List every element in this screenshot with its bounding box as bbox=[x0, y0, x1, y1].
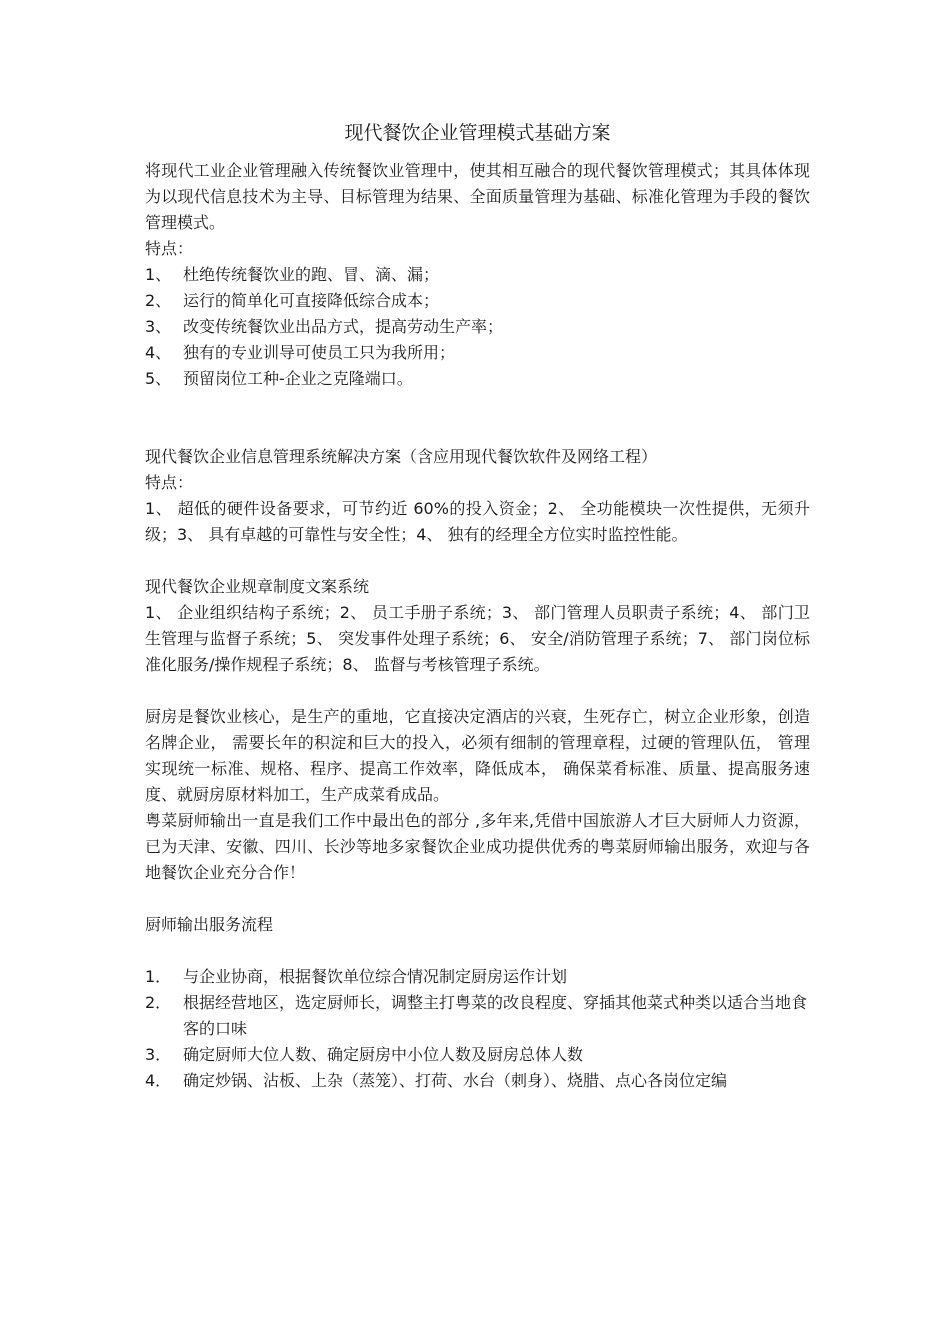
list-item: 2． 根据经营地区，选定厨师长，调整主打粤菜的改良程度、穿插其他菜式种类以适合当地食客的口味 bbox=[145, 993, 808, 1038]
section2-heading: 现代餐饮企业信息管理系统解决方案（含应用现代餐饮软件及网络工程） bbox=[145, 447, 658, 466]
section1-features-label: 特点： bbox=[145, 239, 194, 258]
spacer bbox=[145, 938, 810, 964]
list-item: 1． 与企业协商，根据餐饮单位综合情况制定厨房运作计划 bbox=[145, 967, 568, 986]
spacer bbox=[145, 548, 810, 574]
section1-intro: 将现代工业企业管理融入传统餐饮业管理中，使其相互融合的现代餐饮管理模式；其具体体现为以现代信息技术为主导、目标管理为结果、全面质量管理为基础、标准化管理为手段的餐饮管理模式。 bbox=[145, 161, 810, 232]
list-item: 1、 杜绝传统餐饮业的跑、冒、滴、漏； bbox=[145, 265, 440, 284]
section3-body: 1、 企业组织结构子系统；2、 员工手册子系统；3、 部门管理人员职责子系统；4、 部门卫生管理与监督子系统；5、 突发事件处理子系统；6、 安全/消防管理子系统；7、 部门岗位标准化服务/操作规程子系统；8、 监督与考核管理子系统。 bbox=[145, 603, 810, 674]
section4-para2: 粤菜厨师输出一直是我们工作中最出色的部分 ,多年来,凭借中国旅游人才巨大厨师人力资源，已为天津、安徽、四川、长沙等地多家餐饮企业成功提供优秀的粤菜厨师输出服务，欢迎与各地餐饮企业充分合作！ bbox=[145, 811, 810, 882]
section1-features-list bbox=[145, 262, 810, 392]
spacer bbox=[145, 886, 810, 912]
list-item: 3． 确定厨师大位人数、确定厨房中小位人数及厨房总体人数 bbox=[145, 1045, 584, 1064]
document-page bbox=[145, 118, 810, 1094]
document-title: 现代餐饮企业管理模式基础方案 bbox=[344, 122, 611, 144]
section5-heading: 厨师输出服务流程 bbox=[145, 915, 274, 934]
list-item: 4、 独有的专业训导可使员工只为我所用； bbox=[145, 343, 456, 362]
list-item: 3、 改变传统餐饮业出品方式，提高劳动生产率； bbox=[145, 317, 504, 336]
list-item: 2、 运行的简单化可直接降低综合成本； bbox=[145, 291, 440, 310]
section4-para1: 厨房是餐饮业核心，是生产的重地，它直接决定酒店的兴衰，生死存亡，树立企业形象，创造名牌企业， 需要长年的积淀和巨大的投入，必须有细制的管理章程，过硬的管理队伍， 管理实现统一标准、规格、程序、提高工作效率，降低成本， 确保菜肴标准、质量、提高服务速度、就厨房原材料加工，生产成菜肴成品。 bbox=[145, 707, 810, 804]
section3-heading: 现代餐饮企业规章制度文案系统 bbox=[145, 577, 370, 596]
section5-steps-list bbox=[145, 964, 810, 1094]
spacer bbox=[145, 392, 810, 444]
list-item: 4． 确定炒锅、沾板、上杂（蒸笼）、打荷、水台（刺身）、烧腊、点心各岗位定编 bbox=[145, 1071, 728, 1090]
list-item: 5、 预留岗位工种-企业之克隆端口。 bbox=[145, 369, 413, 388]
spacer bbox=[145, 678, 810, 704]
section2-body: 1、 超低的硬件设备要求，可节约近 60%的投入资金；2、 全功能模块一次性提供，无须升级；3、 具有卓越的可靠性与安全性；4、 独有的经理全方位实时监控性能。 bbox=[145, 499, 810, 544]
section2-features-label: 特点： bbox=[145, 473, 194, 492]
